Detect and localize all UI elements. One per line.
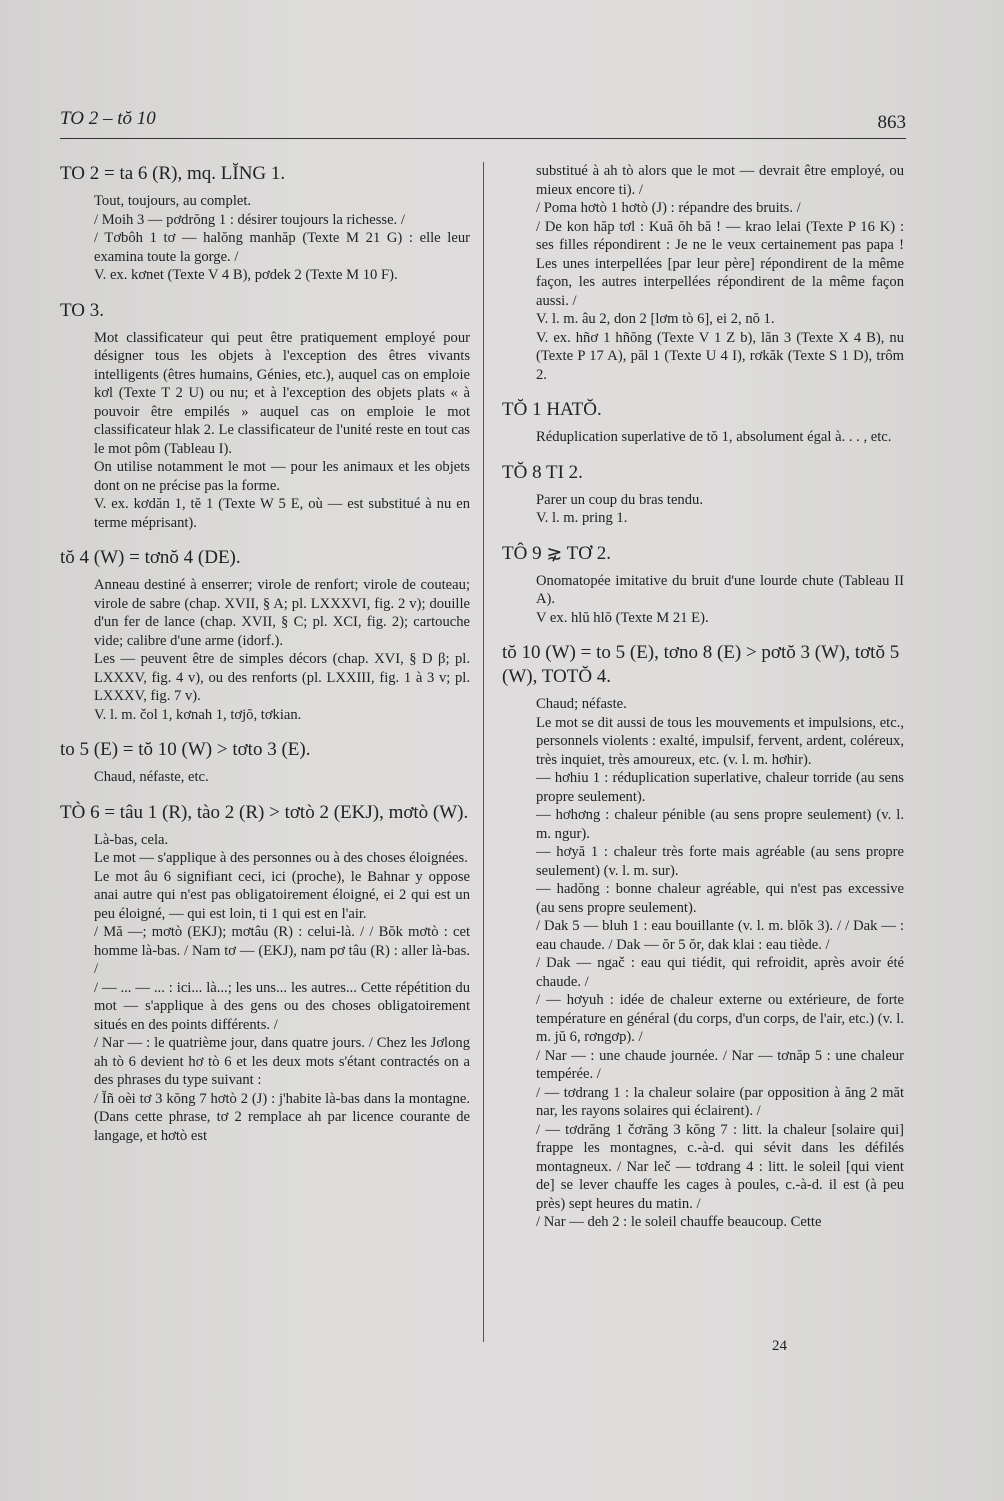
entry-line: V. ex. kơnet (Texte V 4 B), pơdek 2 (Texte M 10 F).: [94, 267, 398, 283]
entry-body: [536, 695, 904, 1232]
dictionary-entry: [502, 641, 904, 1232]
entry-line: — hơhiu 1 : réduplication superlative, chaleur torride (au sens propre seulement).: [536, 770, 904, 805]
dictionary-entry: [60, 299, 470, 533]
entry-line: Réduplication superlative de tŏ 1, absolument égal à. . . , etc.: [536, 429, 892, 445]
entry-line: / Nar — : le quatrième jour, dans quatre jours. / Chez les Jơlong ah tò 6 devient hơ tò 6 et les deux mots s'étant contractés on a des phrases du type suivant :: [94, 1035, 470, 1088]
entry-line: Chaud; néfaste.: [536, 696, 627, 712]
dictionary-entry: [60, 738, 470, 787]
entry-body: [94, 831, 470, 1146]
entry-line: / — ... — ... : ici... là...; les uns... les autres... Cette répétition du mot — s'applique à des gens ou des choses obligatoirement situés en des points différents. /: [94, 979, 470, 1033]
entry-body: [94, 192, 470, 285]
entry-line: V. ex. kơdăn 1, tĕ 1 (Texte W 5 E, où — est substitué à nu en terme méprisant).: [94, 496, 470, 531]
entry-body: [536, 491, 904, 528]
entry-line: / — tơdrang 1 : la chaleur solaire (par opposition à ăng 2 măt nar, les rayons solaires qui éclairent). /: [536, 1084, 904, 1119]
signature-mark: 24: [772, 1338, 787, 1354]
entry-line: Le mot âu 6 signifiant ceci, ici (proche), le Bahnar y oppose anai autre qui n'est pas obligatoirement éloigné, ei 2 qui est un peu éloigné, — qui est loin, ti 1 qui est en l'air.: [94, 868, 470, 922]
entry-line: / De kon hăp tơl : Kuă ŏh bă ! — krao lelai (Texte P 16 K) : ses filles répondirent : Je ne le veux certainement pas papa ! Les unes interpellées [par leur père] répondirent de la même façon, les autres interpellées répondirent de la même façon aussi. /: [536, 218, 904, 309]
dictionary-entry: [60, 162, 470, 285]
entry-body: [536, 162, 904, 384]
entry-line: — hadŏng : bonne chaleur agréable, qui n'est pas excessive (au sens propre seulement).: [536, 881, 904, 916]
right-column: [502, 162, 904, 1246]
entry-line: / Poma hơtò 1 hơtò (J) : répandre des bruits. /: [536, 200, 801, 216]
entry-headword: to 5 (E) = tŏ 10 (W) > tơto 3 (E).: [60, 739, 311, 760]
entry-line: Le mot — s'applique à des personnes ou à des choses éloignées.: [94, 850, 468, 866]
left-column: [60, 162, 470, 1159]
dictionary-entry: [502, 162, 904, 384]
entry-line: / Dak 5 — bluh 1 : eau bouillante (v. l. m. blŏk 3). / / Dak — : eau chaude. / Dak — ŏr 5 ŏr, dak klai : eau tiède. /: [536, 918, 904, 953]
entry-line: / Mă —; mơtò (EKJ); mơtâu (R) : celui-là. / / Bŏk mơtò : cet homme là-bas. / Nam tơ — (EKJ), nam pơ tâu (R) : aller là-bas. /: [94, 924, 470, 977]
entry-headword: TO 2 = ta 6 (R), mq. LĬNG 1.: [60, 163, 286, 184]
entry-line: / Nar — deh 2 : le soleil chauffe beaucoup. Cette: [536, 1214, 822, 1230]
entry-headword: tŏ 4 (W) = tơnŏ 4 (DE).: [60, 547, 241, 568]
running-head-left: TO 2 – tŏ 10: [60, 108, 156, 129]
column-divider: [483, 162, 484, 1342]
running-head: [60, 108, 906, 139]
dictionary-entry: [502, 542, 904, 628]
entry-line: / — hơyuh : idée de chaleur externe ou extérieure, de forte température en général (du corps, d'un corps, de l'air, etc.) (v. l. m. jŭ 6, rơngơp). /: [536, 992, 905, 1045]
entry-body: [94, 329, 470, 533]
entry-line: Le mot se dit aussi de tous les mouvements et impulsions, etc., personnels violents : exalté, impulsif, fervent, ardent, coléreux, très inquiet, très amoureux, etc. (v. l. m. hơhir).: [536, 714, 904, 768]
entry-line: Là-bas, cela.: [94, 831, 169, 848]
entry-headword: TŎ 1 HATŎ.: [502, 399, 602, 420]
dictionary-entry: [60, 546, 470, 724]
entry-body: [536, 572, 904, 628]
entry-line: Mot classificateur qui peut être pratiquement employé pour désigner tous les objets à l'exception des êtres vivants intelligents (êtres humains, Génies, etc.), auquel cas on emploie kơl (Texte T 2 U) ou nu; et à l'exception des objets plats « à pouvoir être empilés » auquel cas on emploie le mot classificateur hlak 2. Le classificateur de l'unité reste en tout cas le mot pôm (Tableau I).: [94, 329, 470, 457]
entry-line: On utilise notamment le mot — pour les animaux et les objets dont on ne précise pas la forme.: [94, 459, 470, 494]
entry-line: V. ex. hñơ 1 hñŏng (Texte V 1 Z b), lăn 3 (Texte X 4 B), nu (Texte P 17 A), păl 1 (Texte U 4 I), rơkăk (Texte S 1 D), trôm 2.: [536, 329, 904, 383]
entry-line: Anneau destiné à enserrer; virole de renfort; virole de couteau; virole de sabre (chap. XVII, § A; pl. LXXXVI, fig. 2 v); douille d'un fer de lance (chap. XVII, § C; pl. XCI, fig. 2); cartouche vide; calibre d'une arme (idorf.).: [94, 577, 470, 649]
entry-body: [94, 768, 470, 787]
entry-line: Tout, toujours, au complet.: [94, 193, 252, 209]
dictionary-entry: [502, 398, 904, 447]
entry-headword: TO 3.: [60, 299, 104, 321]
entry-line: Onomatopée imitative du bruit d'une lourde chute (Tableau II A).: [536, 572, 904, 607]
entry-body: [94, 576, 470, 724]
entry-line: substitué à ah tò alors que le mot — devrait être employé, ou mieux encore ti). /: [536, 163, 904, 198]
entry-headword: TŎ 8 TI 2.: [502, 461, 583, 483]
entry-line: Chaud, néfaste, etc.: [94, 769, 209, 785]
entry-line: / — tơdrăng 1 čơrăng 3 kŏng 7 : litt. la chaleur [solaire qui] frappe les montagnes, c.-à-d. qui sévit dans les défilés montagneux. / Nar leč — tơdrang 4 : litt. le soleil [qui vient de] se lever chauffe les cages à poules, c.-à-d. il est (à peu près) sept heures du matin. /: [536, 1121, 904, 1212]
entry-line: — hơhơng : chaleur pénible (au sens propre seulement) (v. l. m. ngur).: [536, 807, 904, 842]
entry-line: Parer un coup du bras tendu.: [536, 491, 703, 508]
entry-line: — hơyă 1 : chaleur très forte mais agréable (au sens propre seulement) (v. l. m. sur).: [536, 844, 904, 879]
entry-line: V. l. m. pring 1.: [536, 510, 628, 526]
dictionary-entry: [502, 461, 904, 528]
page-number: 863: [877, 112, 906, 133]
entry-headword: tŏ 10 (W) = to 5 (E), tơno 8 (E) > pơtŏ 3 (W), tơtŏ 5 (W), TOTŎ 4.: [502, 642, 900, 687]
dictionary-entry: [60, 801, 470, 1146]
entry-line: Les — peuvent être de simples décors (chap. XVI, § D β; pl. LXXXV, fig. 4 v), ou des renforts (pl. LXXIII, fig. 1 à 3 v; pl. LXXXV, fig. 7 v).: [94, 651, 470, 704]
entry-line: / Ĭñ oèi tơ 3 kŏng 7 hơtò 2 (J) : j'habite là-bas dans la montagne. (Dans cette phrase, tơ 2 remplace ah par licence courante de langage, et hơtò est: [94, 1090, 470, 1144]
entry-headword: TÔ 9 ⋧ TƠ 2.: [502, 542, 611, 564]
entry-headword: TÒ 6 = tâu 1 (R), tào 2 (R) > tơtò 2 (EKJ), mơtò (W).: [60, 801, 469, 823]
entry-line: / Tơbôh 1 tơ — halŏng manhăp (Texte M 21 G) : elle leur examina toute la gorge. /: [94, 230, 470, 265]
entry-line: / Nar — : une chaude journée. / Nar — tơnăp 5 : une chaleur tempérée. /: [536, 1047, 904, 1082]
entry-line: V. l. m. čol 1, kơnah 1, tơjŏ, tơkian.: [94, 706, 302, 723]
entry-line: / Dak — ngač : eau qui tiédit, qui refroidit, après avoir été chaude. /: [536, 955, 904, 990]
entry-line: V. l. m. âu 2, don 2 [lơm tò 6], ei 2, nŏ 1.: [536, 311, 775, 327]
entry-body: [536, 428, 904, 447]
entry-line: / Moih 3 — pơdrŏng 1 : désirer toujours la richesse. /: [94, 211, 405, 228]
entry-line: V ex. hlŭ hlŏ (Texte M 21 E).: [536, 609, 709, 626]
